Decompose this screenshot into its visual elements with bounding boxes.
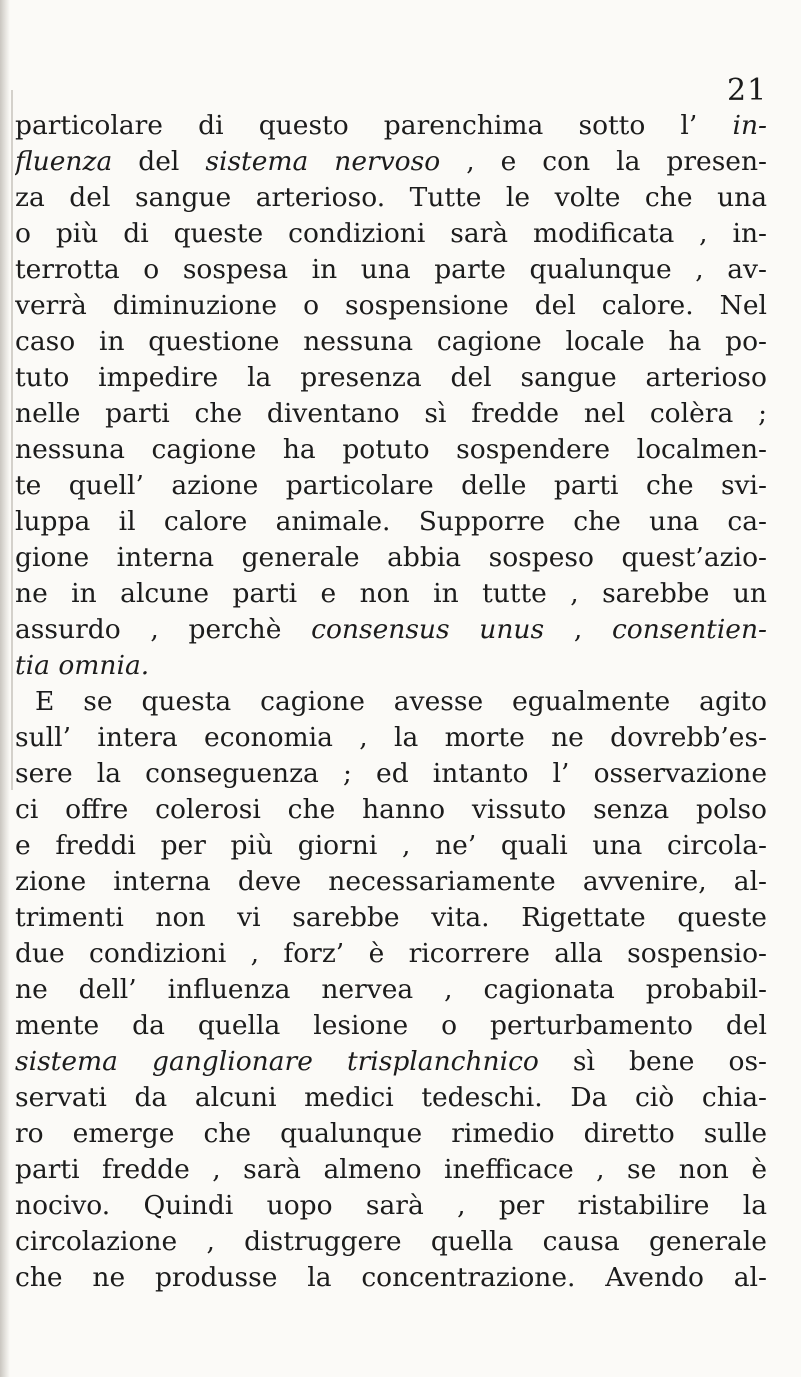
text-line — [15, 576, 767, 612]
text-line — [15, 648, 767, 684]
italic-text: sistema ganglionare trisplanchnico — [15, 1046, 539, 1077]
text-segment: E se questa cagione avesse egualmente agito — [35, 686, 767, 717]
text-line — [15, 972, 767, 1008]
text-line — [15, 1116, 767, 1152]
text-segment: za del sangue arterioso. Tutte le volte che una — [15, 182, 767, 213]
text-line — [15, 756, 767, 792]
text-segment: parti fredde , sarà almeno inefficace , se non è — [15, 1154, 767, 1185]
text-segment: assurdo , perchè — [15, 614, 312, 645]
text-segment: che ne produsse la concentrazione. Avendo al- — [15, 1262, 767, 1293]
italic-text: in- — [732, 110, 767, 141]
page-binding-edge — [0, 0, 10, 1377]
text-segment: ne in alcune parti e non in tutte , sarebbe un — [15, 578, 767, 609]
text-line — [15, 864, 767, 900]
text-segment: luppa il calore animale. Supporre che una ca- — [15, 506, 767, 537]
italic-text: fluenza — [15, 146, 113, 177]
text-segment: tuto impedire la presenza del sangue arterioso — [15, 362, 767, 393]
text-segment: particolare di questo parenchima sotto l’ — [15, 110, 733, 141]
text-line — [15, 324, 767, 360]
text-line — [15, 1224, 767, 1260]
text-segment: nelle parti che diventano sì fredde nel colèra ; — [15, 398, 767, 429]
text-segment: servati da alcuni medici tedeschi. Da ciò chia- — [15, 1082, 767, 1113]
text-segment: caso in questione nessuna cagione locale ha po- — [15, 326, 767, 357]
text-line — [15, 288, 767, 324]
text-line — [15, 360, 767, 396]
text-segment: verrà diminuzione o sospensione del calore. Nel — [15, 290, 767, 321]
text-segment: trimenti non vi sarebbe vita. Rigettate queste — [15, 902, 767, 933]
text-line — [15, 396, 767, 432]
italic-text: consentien- — [611, 614, 767, 645]
text-segment: , e con la presen- — [440, 146, 767, 177]
text-segment: del — [112, 146, 206, 177]
italic-text: tia omnia. — [15, 650, 150, 681]
text-segment: circolazione , distruggere quella causa generale — [15, 1226, 767, 1257]
text-segment: sere la conseguenza ; ed intanto l’ osservazione — [15, 758, 767, 789]
text-segment: terrotta o sospesa in una parte qualunque , av- — [15, 254, 767, 285]
text-segment: mente da quella lesione o perturbamento del — [15, 1010, 767, 1041]
text-line — [15, 684, 767, 720]
text-segment: gione interna generale abbia sospeso quest’azio- — [15, 542, 767, 573]
text-segment: ne dell’ influenza nervea , cagionata probabil- — [15, 974, 767, 1005]
page-number: 21 — [727, 73, 768, 108]
text-segment: e freddi per più giorni , ne’ quali una circola- — [15, 830, 767, 861]
text-segment: ci offre colerosi che hanno vissuto senza polso — [15, 794, 767, 825]
text-line — [15, 432, 767, 468]
text-line — [15, 792, 767, 828]
text-segment: zione interna deve necessariamente avvenire, al- — [15, 866, 767, 897]
text-line — [15, 108, 767, 144]
body-text — [15, 108, 767, 1296]
text-line — [15, 540, 767, 576]
text-segment: sì bene os- — [538, 1046, 767, 1077]
text-segment: te quell’ azione particolare delle parti che svi- — [15, 470, 767, 501]
text-line — [15, 216, 767, 252]
text-line — [15, 1152, 767, 1188]
text-segment: , — [544, 614, 612, 645]
text-segment: nessuna cagione ha potuto sospendere localmen- — [15, 434, 767, 465]
text-line — [15, 144, 767, 180]
text-segment: due condizioni , forz’ è ricorrere alla sospensio- — [15, 938, 767, 969]
text-line — [15, 1044, 767, 1080]
text-line — [15, 900, 767, 936]
text-line — [15, 1188, 767, 1224]
text-line — [15, 504, 767, 540]
text-line — [15, 828, 767, 864]
text-line — [15, 720, 767, 756]
text-line — [15, 1080, 767, 1116]
page-binding-line — [11, 90, 13, 790]
italic-text: consensus unus — [311, 614, 545, 645]
text-segment: nocivo. Quindi uopo sarà , per ristabilire la — [15, 1190, 767, 1221]
text-segment: ro emerge che qualunque rimedio diretto sulle — [15, 1118, 767, 1149]
text-segment: o più di queste condizioni sarà modificata , in- — [15, 218, 767, 249]
text-line — [15, 1008, 767, 1044]
text-line — [15, 468, 767, 504]
italic-text: sistema nervoso — [205, 146, 441, 177]
text-line — [15, 936, 767, 972]
text-line — [15, 252, 767, 288]
text-line — [15, 1260, 767, 1296]
text-segment: sull’ intera economia , la morte ne dovrebb’es- — [15, 722, 767, 753]
text-line — [15, 180, 767, 216]
text-line — [15, 612, 767, 648]
